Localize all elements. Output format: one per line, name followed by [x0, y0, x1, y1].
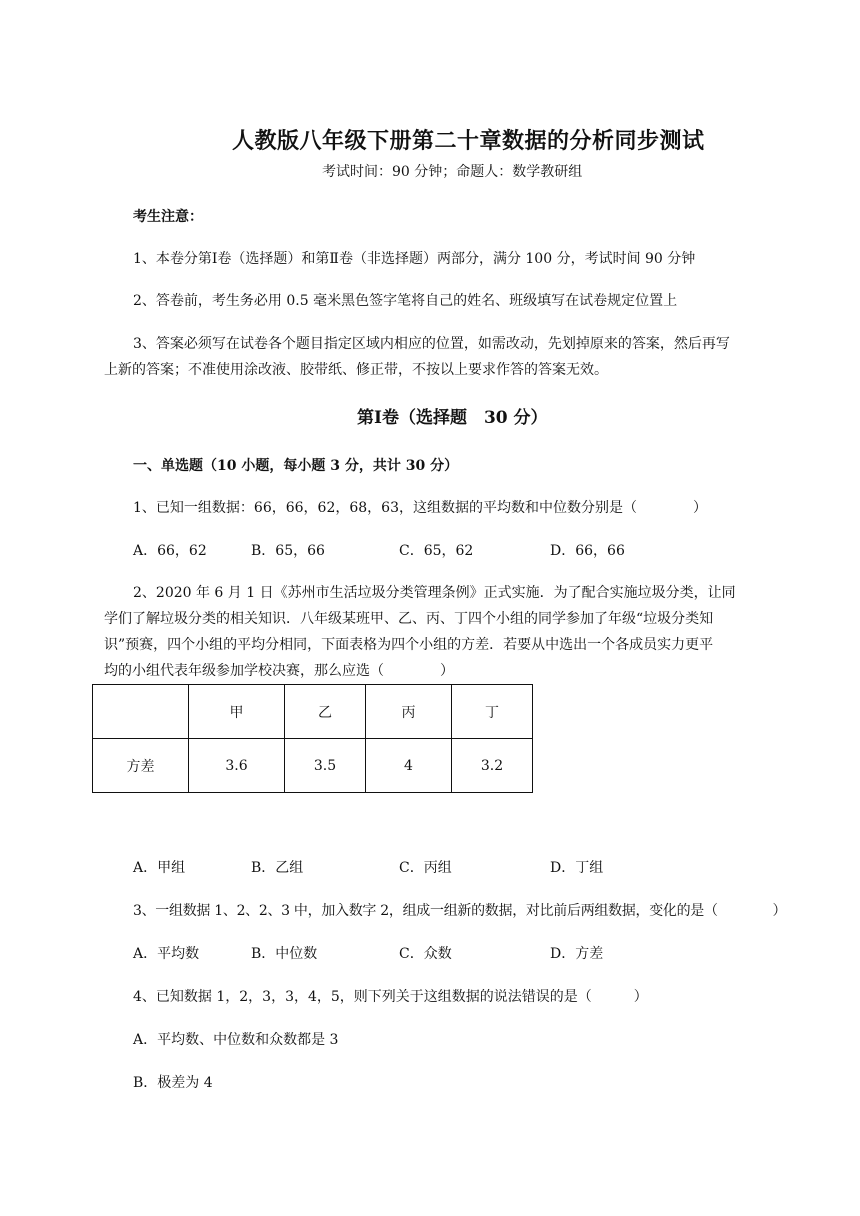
notice-item: 上新的答案；不准使用涂改液、胶带纸、修正带，不按以上要求作答的答案无效。: [104, 362, 608, 378]
notice-item: 2、答卷前，考生务必用 0.5 毫米黑色签字笔将自己的姓名、班级填写在试卷规定位置上: [133, 293, 678, 309]
question-2-stem: 识”预赛，四个小组的平均分相同，下面表格为四个小组的方差．若要从中选出一个各成员实力更平: [104, 637, 714, 653]
question-2-option-c: C．丙组: [399, 860, 452, 876]
table-header-row: [93, 685, 533, 739]
table-cell: 方差: [93, 739, 189, 793]
notice-heading: 考生注意：: [133, 209, 203, 225]
variance-table: [92, 684, 533, 793]
table-row: [93, 739, 533, 793]
question-1-stem: 1、已知一组数据：66，66，62，68，63，这组数据的平均数和中位数分别是（ ）: [133, 500, 707, 516]
question-2-option-b: B．乙组: [251, 860, 304, 876]
table-cell: [93, 685, 189, 739]
question-3-stem: 3、一组数据 1、2、2、3 中，加入数字 2，组成一组新的数据，对比前后两组数据，变化的是（ ）: [133, 903, 787, 919]
table-cell: 丁: [452, 685, 533, 739]
question-1-option-d: D．66，66: [550, 543, 625, 559]
question-2-stem: 均的小组代表年级参加学校决赛，那么应选（ ）: [104, 663, 454, 679]
question-2-option-a: A．甲组: [133, 860, 186, 876]
question-4-option-b: B．极差为 4: [133, 1075, 213, 1091]
question-2-stem: 学们了解垃圾分类的相关知识．八年级某班甲、乙、丙、丁四个小组的同学参加了年级“垃圾分类知: [104, 611, 714, 627]
question-1-option-c: C．65，62: [399, 543, 474, 559]
question-2-stem: 2、2020 年 6 月 1 日《苏州市生活垃圾分类管理条例》正式实施．为了配合实施垃圾分类，让同: [133, 585, 736, 601]
section-title: 第Ⅰ卷（选择题 30 分）: [357, 408, 548, 428]
question-1-option-a: A．66，62: [133, 543, 207, 559]
question-4-option-a: A．平均数、中位数和众数都是 3: [133, 1032, 339, 1048]
page-subtitle: 考试时间：90 分钟；命题人：数学教研组: [322, 164, 583, 180]
question-2-option-d: D．丁组: [550, 860, 604, 876]
question-3-option-c: C．众数: [399, 946, 452, 962]
question-3-option-b: B．中位数: [251, 946, 318, 962]
question-4-stem: 4、已知数据 1，2，3，3，4，5，则下列关于这组数据的说法错误的是（ ）: [133, 989, 648, 1005]
table-cell: 3.2: [452, 739, 533, 793]
table-cell: 丙: [366, 685, 452, 739]
part-title: 一、单选题（10 小题，每小题 3 分，共计 30 分）: [133, 458, 459, 474]
notice-item: 1、本卷分第Ⅰ卷（选择题）和第Ⅱ卷（非选择题）两部分，满分 100 分，考试时间 90 分钟: [133, 251, 696, 267]
table-cell: 甲: [189, 685, 285, 739]
notice-item: 3、答案必须写在试卷各个题目指定区域内相应的位置，如需改动，先划掉原来的答案，然后再写: [133, 336, 730, 352]
question-1-option-b: B．65，66: [251, 543, 325, 559]
question-3-option-d: D．方差: [550, 946, 604, 962]
table-cell: 乙: [285, 685, 366, 739]
table-cell: 4: [366, 739, 452, 793]
table-cell: 3.6: [189, 739, 285, 793]
question-3-option-a: A．平均数: [133, 946, 200, 962]
page-title: 人教版八年级下册第二十章数据的分析同步测试: [232, 128, 705, 154]
table-cell: 3.5: [285, 739, 366, 793]
